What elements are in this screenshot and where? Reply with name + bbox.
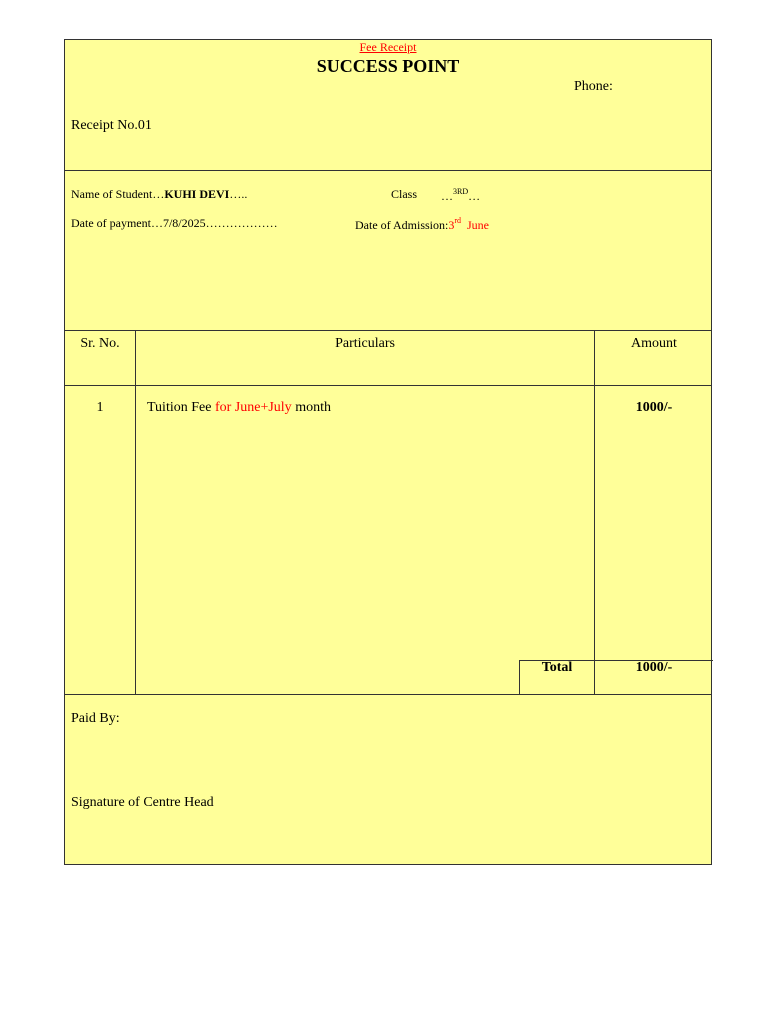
row-sr-no: 1 — [96, 400, 104, 415]
divider — [65, 330, 711, 331]
divider — [65, 385, 711, 386]
class-field — [441, 187, 480, 204]
divider — [65, 694, 711, 695]
payment-date-field — [71, 216, 278, 231]
class-trail: … — [468, 189, 481, 203]
admission-day-suffix: rd — [454, 216, 461, 225]
class-value: 3RD — [453, 187, 469, 196]
item-suffix: month — [291, 400, 331, 415]
admission-day: 3 — [448, 218, 455, 232]
student-name-field — [71, 187, 247, 202]
organization-name: SUCCESS POINT — [316, 56, 460, 76]
class-lead: … — [441, 189, 453, 203]
receipt-number: Receipt No.01 — [71, 118, 152, 133]
admission-month: June — [467, 218, 489, 232]
admission-date-label: Date of Admission: — [355, 218, 449, 232]
total-amount: 1000/- — [635, 660, 673, 675]
payment-date-label: Date of payment… — [71, 216, 163, 230]
receipt-title: Fee Receipt — [359, 40, 417, 54]
divider — [65, 170, 711, 171]
header-particulars: Particulars — [335, 336, 395, 351]
student-name-label: Name of Student… — [71, 187, 165, 201]
student-name-value: KUHI DEVI — [164, 187, 230, 201]
total-label: Total — [541, 660, 573, 675]
paid-by-label: Paid By: — [71, 711, 120, 726]
phone-label: Phone: — [574, 79, 613, 94]
student-name-trail: ….. — [229, 187, 248, 201]
item-prefix: Tuition Fee — [147, 400, 215, 415]
row-particulars — [147, 400, 331, 416]
payment-date-value: 7/8/2025……………… — [162, 216, 278, 230]
fee-receipt — [64, 39, 712, 865]
item-highlight: for June+July — [214, 400, 292, 415]
class-label: Class — [391, 187, 418, 201]
admission-date-field — [355, 216, 489, 233]
row-amount: 1000/- — [635, 400, 673, 415]
header-sr-no: Sr. No. — [80, 336, 120, 351]
signature-label: Signature of Centre Head — [71, 795, 214, 810]
header-amount: Amount — [631, 336, 677, 351]
